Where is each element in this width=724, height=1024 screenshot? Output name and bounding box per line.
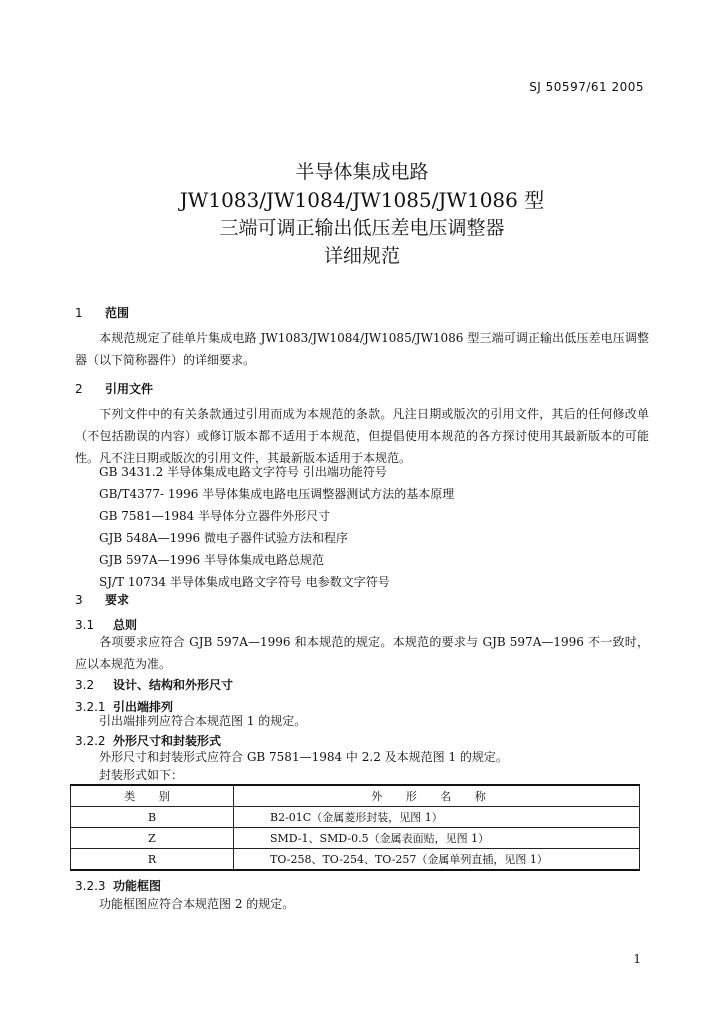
page-number: 1: [633, 952, 641, 966]
package-name: SMD-1、SMD-0.5（金属表面贴，见图 1）: [234, 828, 640, 849]
table-intro: 封装形式如下：: [99, 768, 184, 782]
section-number: 3.2.3: [75, 879, 106, 893]
reference-item: GJB 548A—1996 微电子器件试验方法和程序: [99, 531, 348, 545]
column-header-category: 类 别: [71, 785, 234, 807]
section-number: 3.2: [75, 678, 95, 692]
section-number: 1: [75, 306, 83, 320]
section-1-heading: [75, 304, 129, 321]
table-header-row: [71, 785, 640, 807]
reference-item: GB/T4377- 1996 半导体集成电路电压调整器测试方法的基本原理: [99, 487, 455, 501]
section-3-2-2-body: 外形尺寸和封装形式应符合 GB 7581—1984 中 2.2 及本规范图 1 的规定。: [99, 750, 508, 764]
title-line-4: 详细规范: [323, 245, 400, 267]
section-2-body: [75, 403, 649, 469]
table-row: [71, 828, 640, 849]
table-row: [71, 849, 640, 871]
reference-item: GB 7581—1984 半导体分立器件外形尺寸: [99, 509, 331, 523]
section-2-text: 下列文件中的有关条款通过引用而成为本规范的条款。凡注日期或版次的引用文件，其后的任何修改单（不包括勘误的内容）或修订版本都不适用于本规范，但提倡使用本规范的各方探讨使用其最新版本的可能性。凡不注日期或版次的引用文件，其最新版本适用于本规范。: [75, 407, 649, 465]
section-3-heading: [75, 591, 129, 608]
section-title: 总则: [113, 618, 138, 632]
section-1-text: 本规范规定了硅单片集成电路 JW1083/JW1084/JW1085/JW1086 型三端可调正输出低压差电压调整器（以下简称器件）的详细要求。: [75, 331, 649, 367]
section-title: 范围: [105, 306, 130, 320]
section-2-heading: [75, 380, 153, 397]
section-3-2-1-body: 引出端排列应符合本规范图 1 的规定。: [99, 714, 307, 728]
section-number: 3.1: [75, 618, 95, 632]
section-title: 引出端排列: [113, 700, 174, 714]
title-line-1: 半导体集成电路: [295, 161, 429, 183]
section-3-1-body: [75, 631, 649, 675]
section-number: 3: [75, 593, 83, 607]
title-line-2: JW1083/JW1084/JW1085/JW1086 型: [179, 188, 545, 212]
document-title: [0, 158, 724, 270]
package-code: R: [71, 849, 234, 871]
section-3-2-heading: [75, 676, 233, 693]
package-code: B: [71, 807, 234, 828]
table-row: [71, 807, 640, 828]
section-number: 2: [75, 382, 83, 396]
reference-item: SJ/T 10734 半导体集成电路文字符号 电参数文字符号: [99, 575, 390, 589]
section-title: 引用文件: [105, 382, 154, 396]
title-line-3: 三端可调正输出低压差电压调整器: [219, 217, 505, 239]
section-title: 要求: [105, 593, 130, 607]
section-1-body: [75, 327, 649, 371]
section-3-1-text: 各项要求应符合 GJB 597A—1996 和本规范的规定。本规范的要求与 GJB 597A—1996 不一致时，应以本规范为准。: [75, 635, 649, 671]
section-title: 功能框图: [113, 879, 162, 893]
package-name: B2-01C（金属菱形封装，见图 1）: [234, 807, 640, 828]
section-number: 3.2.2: [75, 734, 106, 748]
section-number: 3.2.1: [75, 700, 106, 714]
column-header-package-name: 外 形 名 称: [234, 785, 640, 807]
package-table: [70, 784, 640, 871]
package-code: Z: [71, 828, 234, 849]
section-3-2-3-heading: [75, 877, 161, 894]
section-3-2-3-body: 功能框图应符合本规范图 2 的规定。: [99, 897, 295, 911]
package-name: TO-258、TO-254、TO-257（金属单列直插，见图 1）: [234, 849, 640, 871]
section-title: 外形尺寸和封装形式: [113, 734, 222, 748]
standard-code: SJ 50597/61 2005: [529, 80, 644, 94]
section-title: 设计、结构和外形尺寸: [113, 678, 234, 692]
reference-item: GB 3431.2 半导体集成电路文字符号 引出端功能符号: [99, 465, 387, 479]
reference-item: GJB 597A—1996 半导体集成电路总规范: [99, 553, 324, 567]
